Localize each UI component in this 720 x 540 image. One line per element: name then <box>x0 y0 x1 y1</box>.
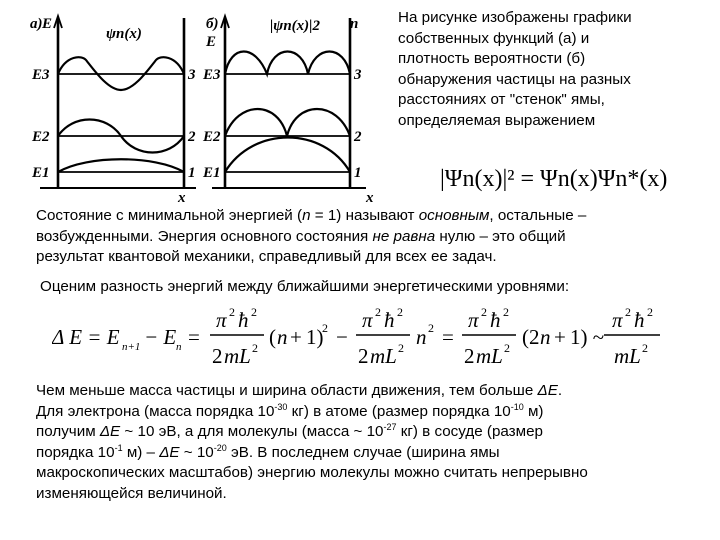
description-line: На рисунке изображены графики <box>398 9 632 26</box>
svg-text:1) ~: 1) ~ <box>570 325 605 349</box>
svg-text:ħ: ħ <box>490 308 501 332</box>
panel-b-x-label: x <box>366 190 374 203</box>
p3-line3: получим ΔE ~ 10 эВ, а для молекулы (масса ~ $10^{-27}$ кг) в сосуде (размер <box>36 422 543 440</box>
svg-text:2: 2 <box>647 305 653 319</box>
svg-text:2: 2 <box>229 305 235 319</box>
panel-b-label: б) <box>206 16 219 32</box>
p1-line3: результат квантовой механики, справедливый для всех ее задач. <box>36 248 497 265</box>
p3-line5: макроскопических масштабов) энергию молекулы можно считать непрерывно <box>36 464 588 481</box>
panel-a-x-label: x <box>178 190 186 203</box>
prob2-curve <box>225 109 350 136</box>
wavefunction-figure <box>28 8 390 203</box>
panel-b-n-label: n <box>350 16 359 32</box>
svg-text:mL: mL <box>370 344 397 368</box>
p3-line6: изменяющейся величиной. <box>36 484 227 502</box>
p3-line1: Чем меньше масса частицы и ширина области движения, тем больше ΔE. <box>36 382 563 399</box>
energy-difference-formula <box>52 302 712 374</box>
svg-text:n: n <box>540 325 551 349</box>
description-line: определяемая выражением <box>398 111 596 129</box>
level-e3-a: E3 <box>32 67 50 83</box>
svg-text:+: + <box>554 325 566 349</box>
svg-text:2: 2 <box>398 341 404 355</box>
svg-text:2: 2 <box>251 305 257 319</box>
conclusion-paragraph <box>36 381 712 504</box>
svg-text:n: n <box>416 325 427 349</box>
panel-a-axis-label: E <box>42 16 53 32</box>
svg-text:2: 2 <box>212 344 223 368</box>
svg-text:2: 2 <box>503 305 509 319</box>
psi1-curve <box>58 159 184 172</box>
svg-text:=: = <box>188 325 200 349</box>
svg-text:ħ: ħ <box>384 308 395 332</box>
formula1-text: |Ψn(x)|² = Ψn(x)Ψn*(x) <box>440 166 668 192</box>
svg-text:2: 2 <box>642 341 648 355</box>
svg-text:n: n <box>277 325 288 349</box>
svg-text:2: 2 <box>358 344 369 368</box>
p1-line1: Состояние с минимальной энергией (n = 1) называют основным, остальные – <box>36 207 587 224</box>
description-line: собственных функций (а) и <box>398 29 590 47</box>
description-line: обнаружения частицы на разных <box>398 70 631 88</box>
number-3-b: 3 <box>354 67 362 83</box>
svg-text:mL: mL <box>224 344 251 368</box>
p1-line2: возбужденными. Энергия основного состояния не равна нулю – это общий <box>36 227 566 245</box>
svg-text:2: 2 <box>252 341 258 355</box>
level-e2-a: E2 <box>32 129 50 145</box>
svg-text:π: π <box>362 308 373 332</box>
figure-description <box>398 8 698 131</box>
svg-text:mL: mL <box>476 344 503 368</box>
svg-text:(: ( <box>269 325 276 349</box>
panel-a-label: а) <box>30 16 43 32</box>
svg-text:mL: mL <box>614 344 641 368</box>
level-e2-b: E2 <box>203 129 221 145</box>
number-2-a: 2 <box>188 129 196 145</box>
svg-text:2: 2 <box>625 305 631 319</box>
prob3-curve <box>225 52 350 75</box>
svg-text:+: + <box>290 325 302 349</box>
number-1-a: 1 <box>188 165 196 181</box>
svg-text:Δ E = E: Δ E = E <box>52 325 120 349</box>
ground-state-paragraph <box>36 206 712 268</box>
prob1-curve <box>225 138 350 173</box>
level-e3-b: E3 <box>203 67 221 83</box>
panel-b <box>202 16 374 203</box>
svg-text:−: − <box>336 325 348 349</box>
svg-text:ħ: ħ <box>634 308 645 332</box>
svg-text:1): 1) <box>306 325 324 349</box>
panel-a <box>30 16 196 203</box>
svg-text:2: 2 <box>481 305 487 319</box>
svg-text:2: 2 <box>464 344 475 368</box>
svg-text:=: = <box>442 325 454 349</box>
svg-text:(2: (2 <box>522 325 540 349</box>
svg-text:π: π <box>216 308 227 332</box>
description-line: расстояниях от "стенок" ямы, <box>398 91 605 108</box>
p3-line4: порядка $10^{-1}$ м) – ΔE ~ $10^{-20}$ эВ. В последнем случае (ширина ямы <box>36 442 500 461</box>
energy-difference-intro: Оценим разность энергий между ближайшими энергетическими уровнями: <box>40 278 570 295</box>
p3-line2: Для электрона (масса порядка $10^{-30}$ кг) в атоме (размер порядка $10^{-10}$ м) <box>36 401 544 420</box>
number-3-a: 3 <box>188 67 196 83</box>
level-e1-b: E1 <box>203 165 221 181</box>
svg-text:2: 2 <box>504 341 510 355</box>
svg-text:2: 2 <box>322 321 328 335</box>
svg-text:ħ: ħ <box>238 308 249 332</box>
panel-a-func-label: ψn(x) <box>106 26 142 42</box>
level-e1-a: E1 <box>32 165 50 181</box>
number-2-b: 2 <box>354 129 362 145</box>
description-line: плотность вероятности (б) <box>398 50 586 67</box>
svg-text:n: n <box>176 341 182 353</box>
svg-text:π: π <box>612 308 623 332</box>
svg-text:2: 2 <box>428 321 434 335</box>
svg-text:2: 2 <box>375 305 381 319</box>
number-1-b: 1 <box>354 165 362 181</box>
svg-text:π: π <box>468 308 479 332</box>
probability-density-formula <box>440 166 667 193</box>
panel-b-axis-label: E <box>206 34 217 50</box>
svg-text:− E: − E <box>144 325 177 349</box>
svg-text:n+1: n+1 <box>122 341 141 353</box>
svg-text:2: 2 <box>397 305 403 319</box>
panel-b-func-label: |ψn(x)|2 <box>270 18 320 34</box>
